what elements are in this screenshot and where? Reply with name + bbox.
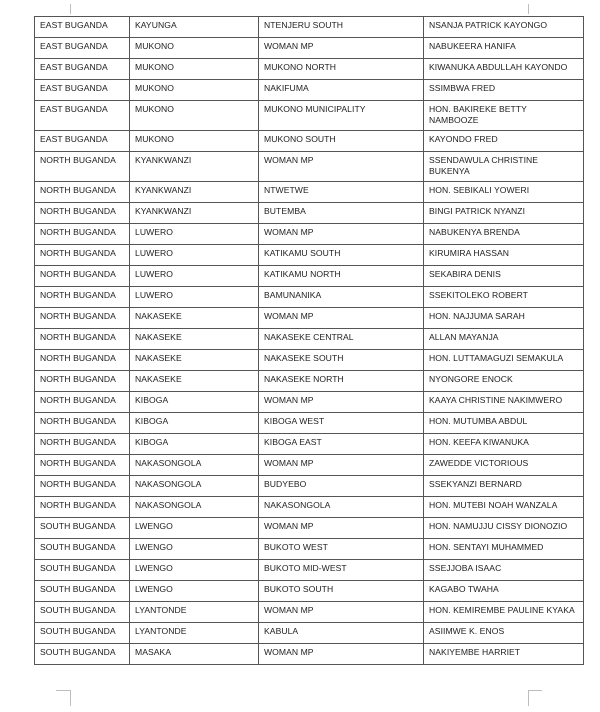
member-cell: HON. KEMIREMBE PAULINE KYAKA — [424, 602, 584, 623]
member-cell: BINGI PATRICK NYANZI — [424, 203, 584, 224]
region-cell: SOUTH BUGANDA — [35, 539, 130, 560]
constituency-cell: NTWETWE — [259, 182, 424, 203]
table-row — [35, 476, 584, 497]
district-cell: KYANKWANZI — [130, 152, 259, 182]
member-cell: SEKABIRA DENIS — [424, 266, 584, 287]
region-cell: EAST BUGANDA — [35, 131, 130, 152]
district-cell: NAKASEKE — [130, 371, 259, 392]
district-cell: NAKASONGOLA — [130, 476, 259, 497]
table-row — [35, 182, 584, 203]
table-row — [35, 17, 584, 38]
district-cell: KIBOGA — [130, 392, 259, 413]
constituency-cell: NTENJERU SOUTH — [259, 17, 424, 38]
region-cell: SOUTH BUGANDA — [35, 602, 130, 623]
region-cell: NORTH BUGANDA — [35, 476, 130, 497]
member-cell: KAYONDO FRED — [424, 131, 584, 152]
district-cell: LWENGO — [130, 581, 259, 602]
table-row — [35, 203, 584, 224]
constituency-cell: KIBOGA WEST — [259, 413, 424, 434]
constituency-cell: BUTEMBA — [259, 203, 424, 224]
member-cell: HON. BAKIREKE BETTY NAMBOOZE — [424, 101, 584, 131]
table-row — [35, 101, 584, 131]
member-cell: SSEKYANZI BERNARD — [424, 476, 584, 497]
constituency-cell: KABULA — [259, 623, 424, 644]
constituency-cell: MUKONO MUNICIPALITY — [259, 101, 424, 131]
member-cell: HON. LUTTAMAGUZI SEMAKULA — [424, 350, 584, 371]
table-row — [35, 497, 584, 518]
region-cell: NORTH BUGANDA — [35, 392, 130, 413]
constituency-cell: WOMAN MP — [259, 518, 424, 539]
member-cell: NAKIYEMBE HARRIET — [424, 644, 584, 665]
table-row — [35, 224, 584, 245]
district-cell: MUKONO — [130, 38, 259, 59]
member-cell: NYONGORE ENOCK — [424, 371, 584, 392]
constituency-cell: WOMAN MP — [259, 644, 424, 665]
member-cell: ASIIMWE K. ENOS — [424, 623, 584, 644]
district-cell: KYANKWANZI — [130, 182, 259, 203]
table-row — [35, 329, 584, 350]
table-row — [35, 131, 584, 152]
region-cell: NORTH BUGANDA — [35, 329, 130, 350]
constituency-cell: NAKASONGOLA — [259, 497, 424, 518]
member-cell: ZAWEDDE VICTORIOUS — [424, 455, 584, 476]
district-cell: LUWERO — [130, 287, 259, 308]
region-cell: NORTH BUGANDA — [35, 455, 130, 476]
member-cell: HON. MUTUMBA ABDUL — [424, 413, 584, 434]
page-corner-mark — [528, 4, 529, 14]
constituency-cell: BUKOTO MID-WEST — [259, 560, 424, 581]
district-cell: KAYUNGA — [130, 17, 259, 38]
district-cell: LUWERO — [130, 245, 259, 266]
region-cell: NORTH BUGANDA — [35, 182, 130, 203]
table-row — [35, 434, 584, 455]
table-row — [35, 455, 584, 476]
district-cell: LWENGO — [130, 539, 259, 560]
region-cell: NORTH BUGANDA — [35, 224, 130, 245]
constituency-cell: KIBOGA EAST — [259, 434, 424, 455]
member-cell: NSANJA PATRICK KAYONGO — [424, 17, 584, 38]
member-cell: KAAYA CHRISTINE NAKIMWERO — [424, 392, 584, 413]
constituency-cell: WOMAN MP — [259, 224, 424, 245]
constituency-cell: MUKONO SOUTH — [259, 131, 424, 152]
district-cell: MUKONO — [130, 101, 259, 131]
district-cell: NAKASEKE — [130, 329, 259, 350]
district-cell: NAKASEKE — [130, 308, 259, 329]
page-corner-mark — [70, 4, 71, 14]
district-cell: LYANTONDE — [130, 602, 259, 623]
constituency-cell: BUKOTO WEST — [259, 539, 424, 560]
table-row — [35, 623, 584, 644]
table-row — [35, 644, 584, 665]
page-corner-mark — [70, 690, 71, 706]
district-cell: MUKONO — [130, 80, 259, 101]
district-cell: KIBOGA — [130, 434, 259, 455]
region-cell: NORTH BUGANDA — [35, 287, 130, 308]
constituency-cell: NAKASEKE SOUTH — [259, 350, 424, 371]
district-cell: LWENGO — [130, 560, 259, 581]
district-cell: NAKASEKE — [130, 350, 259, 371]
table-row — [35, 581, 584, 602]
district-cell: MUKONO — [130, 131, 259, 152]
member-cell: NABUKEERA HANIFA — [424, 38, 584, 59]
member-cell: SSIMBWA FRED — [424, 80, 584, 101]
member-cell: HON. MUTEBI NOAH WANZALA — [424, 497, 584, 518]
region-cell: SOUTH BUGANDA — [35, 623, 130, 644]
constituency-cell: KATIKAMU SOUTH — [259, 245, 424, 266]
table-row — [35, 413, 584, 434]
page-corner-mark — [528, 690, 529, 706]
district-cell: KIBOGA — [130, 413, 259, 434]
region-cell: NORTH BUGANDA — [35, 152, 130, 182]
table-row — [35, 602, 584, 623]
member-cell: NABUKENYA BRENDA — [424, 224, 584, 245]
table-row — [35, 59, 584, 80]
district-cell: LUWERO — [130, 224, 259, 245]
table-row — [35, 518, 584, 539]
table-row — [35, 350, 584, 371]
region-cell: EAST BUGANDA — [35, 17, 130, 38]
constituency-cell: WOMAN MP — [259, 455, 424, 476]
district-cell: LWENGO — [130, 518, 259, 539]
member-cell: HON. SENTAYI MUHAMMED — [424, 539, 584, 560]
district-cell: NAKASONGOLA — [130, 497, 259, 518]
table-row — [35, 308, 584, 329]
constituency-cell: BUDYEBO — [259, 476, 424, 497]
constituency-cell: NAKIFUMA — [259, 80, 424, 101]
constituency-cell: WOMAN MP — [259, 602, 424, 623]
table-row — [35, 371, 584, 392]
member-cell: SSENDAWULA CHRISTINE BUKENYA — [424, 152, 584, 182]
table-row — [35, 245, 584, 266]
table-row — [35, 539, 584, 560]
page-corner-mark — [528, 690, 542, 707]
constituency-cell: BUKOTO SOUTH — [259, 581, 424, 602]
region-cell: NORTH BUGANDA — [35, 266, 130, 287]
constituency-cell: KATIKAMU NORTH — [259, 266, 424, 287]
member-cell: HON. KEEFA KIWANUKA — [424, 434, 584, 455]
table-row — [35, 80, 584, 101]
region-cell: EAST BUGANDA — [35, 59, 130, 80]
district-cell: MASAKA — [130, 644, 259, 665]
member-cell: SSEKITOLEKO ROBERT — [424, 287, 584, 308]
region-cell: NORTH BUGANDA — [35, 245, 130, 266]
member-cell: KIRUMIRA HASSAN — [424, 245, 584, 266]
table-row — [35, 266, 584, 287]
region-cell: EAST BUGANDA — [35, 101, 130, 131]
table-row — [35, 287, 584, 308]
constituency-cell: MUKONO NORTH — [259, 59, 424, 80]
table-row — [35, 560, 584, 581]
district-cell: NAKASONGOLA — [130, 455, 259, 476]
table-row — [35, 392, 584, 413]
region-cell: NORTH BUGANDA — [35, 413, 130, 434]
constituency-cell: NAKASEKE CENTRAL — [259, 329, 424, 350]
constituency-cell: WOMAN MP — [259, 308, 424, 329]
constituency-cell: WOMAN MP — [259, 38, 424, 59]
region-cell: NORTH BUGANDA — [35, 434, 130, 455]
constituency-cell: WOMAN MP — [259, 152, 424, 182]
region-cell: NORTH BUGANDA — [35, 371, 130, 392]
table-row — [35, 38, 584, 59]
region-cell: SOUTH BUGANDA — [35, 581, 130, 602]
region-cell: SOUTH BUGANDA — [35, 518, 130, 539]
region-cell: NORTH BUGANDA — [35, 308, 130, 329]
member-cell: ALLAN MAYANJA — [424, 329, 584, 350]
region-cell: SOUTH BUGANDA — [35, 644, 130, 665]
table-row — [35, 152, 584, 182]
region-cell: NORTH BUGANDA — [35, 497, 130, 518]
district-cell: KYANKWANZI — [130, 203, 259, 224]
member-cell: KAGABO TWAHA — [424, 581, 584, 602]
region-cell: EAST BUGANDA — [35, 38, 130, 59]
region-cell: SOUTH BUGANDA — [35, 560, 130, 581]
district-cell: MUKONO — [130, 59, 259, 80]
mp-table-body — [35, 17, 584, 665]
district-cell: LUWERO — [130, 266, 259, 287]
district-cell: LYANTONDE — [130, 623, 259, 644]
constituency-cell: WOMAN MP — [259, 392, 424, 413]
constituency-cell: BAMUNANIKA — [259, 287, 424, 308]
member-cell: SSEJJOBA ISAAC — [424, 560, 584, 581]
constituency-cell: NAKASEKE NORTH — [259, 371, 424, 392]
region-cell: NORTH BUGANDA — [35, 350, 130, 371]
member-cell: HON. SEBIKALI YOWERI — [424, 182, 584, 203]
page-corner-mark — [56, 690, 70, 707]
region-cell: EAST BUGANDA — [35, 80, 130, 101]
member-cell: KIWANUKA ABDULLAH KAYONDO — [424, 59, 584, 80]
mp-table — [34, 16, 584, 665]
region-cell: NORTH BUGANDA — [35, 203, 130, 224]
member-cell: HON. NAJJUMA SARAH — [424, 308, 584, 329]
member-cell: HON. NAMUJJU CISSY DIONOZIO — [424, 518, 584, 539]
